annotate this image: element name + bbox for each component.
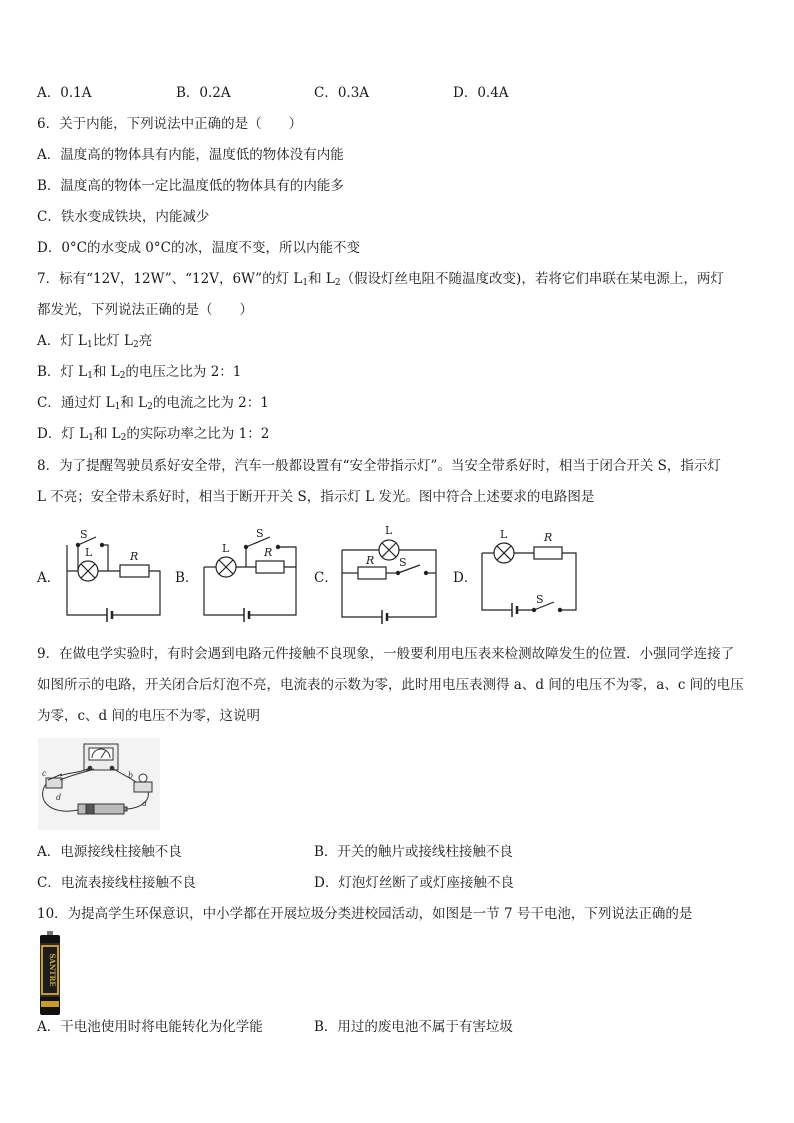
- q8-label-a: A．: [37, 570, 61, 586]
- q10-option-b: B．用过的废电池不属于有害垃圾: [314, 1019, 513, 1035]
- diagram-c-lamp-label: L: [385, 524, 393, 537]
- diagram-b-resistor-label: R: [264, 546, 273, 559]
- q9-stem-line-3: 为零，c、d 间的电压不为零，这说明: [37, 708, 260, 724]
- q9-stem-line-2: 如图所示的电路，开关闭合后灯泡不亮，电流表的示数为零，此时用电压表测得 a、d 间的电压不为零，a、c 间的电压: [37, 677, 744, 693]
- diagram-a-resistor-label: R: [130, 550, 139, 563]
- q6-option-d: D．0°C的水变成 0°C的冰，温度不变，所以内能不变: [37, 240, 360, 256]
- battery-photo: [38, 931, 62, 1015]
- q8-stem-line-2: L 不亮；安全带未系好时，相当于断开开关 S，指示灯 L 发光。图中符合上述要求的电路图是: [37, 489, 595, 505]
- q7-option-a: A．灯 $L_1$比灯 $L_2$亮: [37, 333, 153, 350]
- q7-option-b: B．灯 $L_1$和 $L_2$的电压之比为 2：1: [37, 364, 242, 381]
- diagram-c-switch-label: S: [399, 556, 407, 569]
- q6-stem: 6．关于内能，下列说法中正确的是（ ）: [37, 116, 303, 132]
- diagram-d-switch-label: S: [536, 593, 544, 606]
- photo-label-a: a: [142, 799, 147, 808]
- diagram-a-switch-label: S: [80, 528, 88, 541]
- circuit-diagram-a: [60, 525, 170, 625]
- diagram-b-lamp-label: L: [222, 542, 230, 555]
- q10-stem: 10．为提高学生环保意识，中小学都在开展垃圾分类进校园活动，如图是一节 7 号干电池，下列说法正确的是: [37, 906, 693, 922]
- battery-brand-label: SANTRE: [48, 953, 57, 987]
- q5-option-b: B．0.2A: [176, 85, 231, 101]
- q8-label-c: C．: [314, 570, 338, 586]
- q8-stem-line-1: 8．为了提醒驾驶员系好安全带，汽车一般都设置有“安全带指示灯”。当安全带系好时，相当于闭合开关 S，指示灯: [37, 458, 721, 474]
- q6-option-c: C．铁水变成铁块，内能减少: [37, 209, 210, 225]
- photo-label-b: b: [128, 771, 134, 780]
- diagram-a-lamp-label: L: [85, 546, 93, 559]
- q7-option-c: C．通过灯 $L_1$和 $L_2$的电流之比为 2：1: [37, 395, 269, 412]
- q7-stem-line-2: 都发光，下列说法正确的是（ ）: [37, 302, 253, 318]
- q6-option-a: A．温度高的物体具有内能，温度低的物体没有内能: [37, 147, 344, 163]
- diagram-b-switch-label: S: [256, 527, 264, 540]
- q9-stem-line-1: 9．在做电学实验时，有时会遇到电路元件接触不良现象，一般要利用电压表来检测故障发生的位置．小强同学连接了: [37, 646, 735, 662]
- q9-option-b: B．开关的触片或接线柱接触不良: [314, 844, 513, 860]
- q9-option-d: D．灯泡灯丝断了或灯座接触不良: [314, 875, 514, 891]
- circuit-diagram-d: [478, 525, 588, 620]
- q8-label-b: B．: [175, 570, 199, 586]
- photo-label-c: c: [42, 769, 47, 778]
- q5-option-d: D．0.4A: [453, 85, 509, 101]
- diagram-d-lamp-label: L: [500, 528, 508, 541]
- q7-stem-line-1: 7．标有“12V，12W”、“12V，6W”的灯 $L_1$和 $L_2$（假设灯丝电阻不随温度改变)，若将它们串联在某电源上，两灯: [37, 271, 724, 288]
- diagram-d-resistor-label: R: [544, 531, 553, 544]
- circuit-diagram-b: [198, 525, 308, 625]
- experiment-photo: [38, 738, 160, 830]
- q5-option-a: A．0.1A: [37, 85, 92, 101]
- q5-option-c: C．0.3A: [314, 85, 370, 101]
- q8-label-d: D．: [453, 570, 478, 586]
- circuit-diagram-c: [338, 520, 448, 625]
- q7-option-d: D．灯 $L_1$和 $L_2$的实际功率之比为 1：2: [37, 426, 270, 443]
- q9-option-a: A．电源接线柱接触不良: [37, 844, 182, 860]
- q9-option-c: C．电流表接线柱接触不良: [37, 875, 196, 891]
- diagram-c-resistor-label: R: [366, 554, 375, 567]
- q6-option-b: B．温度高的物体一定比温度低的物体具有的内能多: [37, 178, 344, 194]
- photo-label-d: d: [56, 793, 62, 802]
- q10-option-a: A．干电池使用时将电能转化为化学能: [37, 1019, 263, 1035]
